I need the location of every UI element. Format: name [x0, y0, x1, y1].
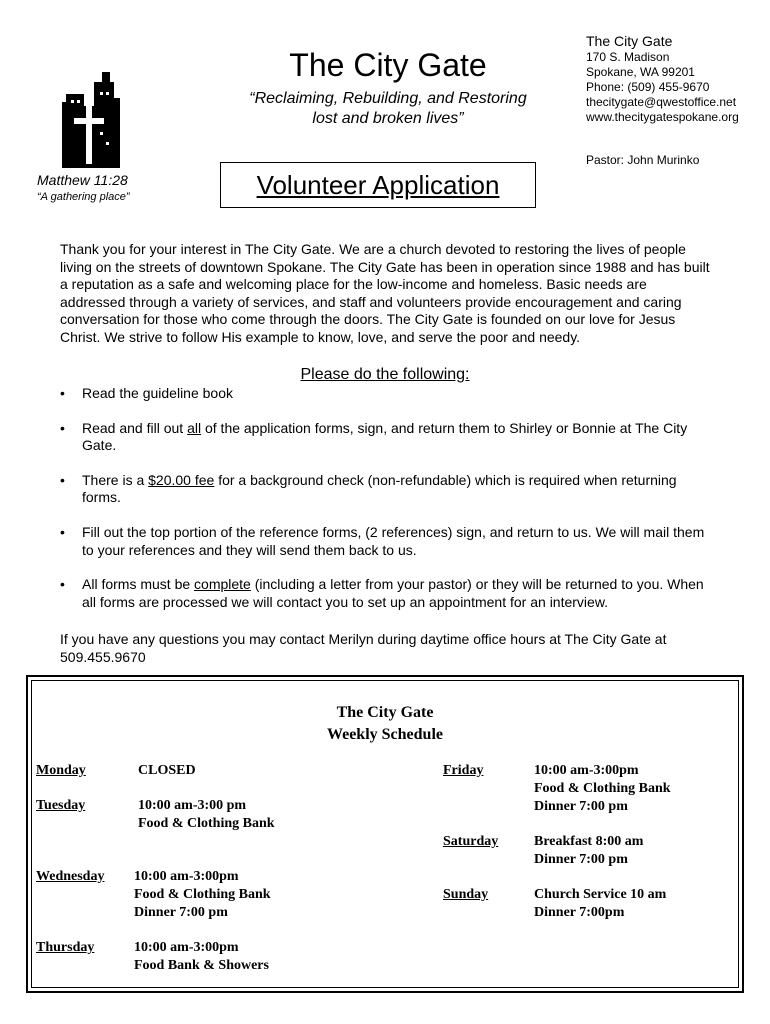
- day-hours: [534, 833, 643, 869]
- day-name: Thursday: [36, 940, 95, 955]
- day-hours: [534, 762, 671, 816]
- hours-line: Church Service 10 am: [534, 887, 667, 902]
- contact-city: Spokane, WA 99201: [586, 65, 695, 79]
- weekly-schedule-box: [26, 675, 744, 993]
- motto: [226, 89, 550, 129]
- instructions-heading: Please do the following:: [300, 366, 470, 383]
- hours-line: Food & Clothing Bank: [138, 816, 275, 831]
- day-hours: [138, 762, 196, 780]
- motto-line-1: “Reclaiming, Rebuilding, and Restoring: [249, 90, 527, 107]
- city-gate-logo-icon: [60, 72, 122, 168]
- instruction-text: (including a letter from your pastor) or they will be returned to you. When all forms are processed we will contact you to set up an appointment for an interview.: [82, 576, 704, 610]
- bullet-icon: •: [60, 419, 65, 436]
- schedule-title-line-2: Weekly Schedule: [326, 726, 443, 743]
- emphasis-complete: complete: [194, 576, 251, 593]
- hours-line: 10:00 am-3:00pm: [134, 869, 239, 884]
- intro-paragraph: Thank you for your interest in The City Gate. We are a church devoted to restoring the lives of people living on the streets of downtown Spokane. The City Gate has been in operation since 1988 and has built a reputation as a safe and welcoming place for the low-income and homeless. Basic needs are addressed through a variety of services, and staff and volunteers provide encouragement and caring conversation for those who come through the doors. The City Gate is founded on our love for Jesus Christ. We strive to follow His example to know, love, and serve the poor and needy.: [60, 241, 710, 345]
- day-hours: [138, 797, 275, 833]
- day-hours: [134, 939, 269, 975]
- contact-phone: Phone: (509) 455-9670: [586, 80, 710, 94]
- hours-line: 10:00 am-3:00pm: [534, 763, 639, 778]
- day-name: Sunday: [443, 887, 489, 902]
- hours-line: CLOSED: [138, 763, 196, 778]
- schedule-title: [32, 702, 738, 746]
- scripture-verse: Matthew 11:28: [37, 172, 128, 188]
- pastor-name: Pastor: John Murinko: [586, 153, 700, 167]
- instruction-text: Fill out the top portion of the reference forms, (2 references) sign, and return to us. We will mail them to your references and they will send them back to us.: [82, 523, 705, 558]
- day-hours: [534, 886, 666, 922]
- emphasis-all: all: [187, 419, 202, 436]
- hours-line: Food & Clothing Bank: [534, 781, 671, 796]
- scripture-reference: [37, 172, 130, 206]
- hours-line: Dinner 7:00 pm: [134, 905, 228, 920]
- hours-line: 10:00 am-3:00pm: [134, 940, 239, 955]
- motto-line-2: lost and broken lives”: [312, 110, 464, 127]
- list-item: [60, 385, 710, 403]
- day-hours: [134, 868, 271, 922]
- hours-line: Breakfast 8:00 am: [534, 834, 644, 849]
- day-name: Saturday: [443, 834, 499, 849]
- hours-line: Dinner 7:00 pm: [534, 852, 628, 867]
- schedule-title-line-1: The City Gate: [336, 704, 434, 721]
- tagline: “A gathering place”: [37, 191, 130, 203]
- bullet-icon: •: [60, 576, 65, 593]
- day-name: Friday: [443, 763, 484, 778]
- hours-line: 10:00 am-3:00 pm: [138, 798, 247, 813]
- hours-line: Dinner 7:00pm: [534, 905, 625, 920]
- weekly-schedule-inner: [31, 680, 739, 988]
- list-item: [60, 524, 710, 559]
- day-name: Wednesday: [36, 869, 105, 884]
- contact-block: [586, 33, 739, 125]
- questions-paragraph: If you have any questions you may contact Merilyn during daytime office hours at The City Gate at 509.455.9670: [60, 631, 667, 665]
- bullet-icon: •: [60, 385, 65, 401]
- list-item: [60, 576, 710, 611]
- day-name: Monday: [36, 763, 86, 778]
- contact-address: 170 S. Madison: [586, 50, 670, 64]
- form-title: Volunteer Application: [256, 169, 500, 200]
- hours-line: Food & Clothing Bank: [134, 887, 271, 902]
- instruction-text: Read the guideline book: [82, 385, 234, 401]
- contact-name: The City Gate: [586, 33, 673, 49]
- hours-line: Food Bank & Showers: [134, 958, 269, 973]
- hours-line: Dinner 7:00 pm: [534, 799, 628, 814]
- instruction-text: Read and fill out: [82, 419, 188, 436]
- list-item: [60, 472, 710, 507]
- instruction-text: of the application forms, sign, and return them to Shirley or Bonnie at The City Gate.: [82, 419, 688, 454]
- form-title-box: [220, 162, 536, 208]
- instruction-text: There is a: [82, 471, 149, 488]
- list-item: [60, 420, 710, 455]
- emphasis-fee: $20.00 fee: [148, 471, 215, 488]
- instruction-text: All forms must be: [82, 576, 195, 593]
- bullet-icon: •: [60, 471, 65, 488]
- instruction-text: for a background check (non-refundable) which is required when returning forms.: [82, 471, 677, 506]
- contact-email: thecitygate@qwestoffice.net: [586, 95, 737, 109]
- day-name: Tuesday: [36, 798, 86, 813]
- bullet-icon: •: [60, 523, 65, 540]
- contact-website: www.thecitygatespokane.org: [586, 110, 739, 124]
- organization-title: The City Gate: [289, 47, 487, 83]
- instructions-list: [60, 385, 710, 628]
